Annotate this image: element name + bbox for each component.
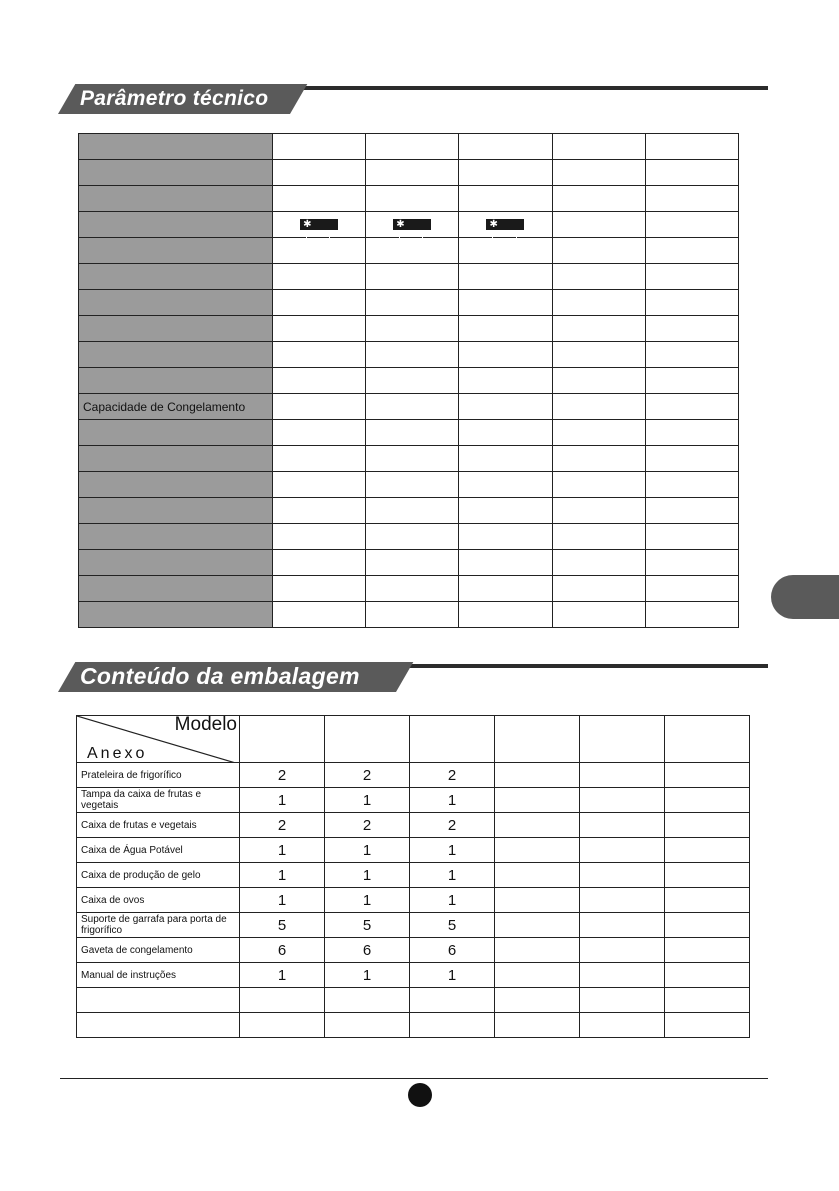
table-cell xyxy=(552,550,645,576)
table-cell xyxy=(366,264,459,290)
table-row xyxy=(77,788,750,813)
table-cell xyxy=(273,368,366,394)
table-row xyxy=(79,264,739,290)
table-cell xyxy=(645,160,738,186)
table-row xyxy=(79,368,739,394)
table-cell xyxy=(459,186,552,212)
quantity-cell xyxy=(580,838,665,863)
row-label xyxy=(79,420,273,446)
table-row xyxy=(77,913,750,938)
quantity-cell xyxy=(665,788,750,813)
table-row xyxy=(79,238,739,264)
quantity-cell xyxy=(240,988,325,1013)
table-cell xyxy=(366,576,459,602)
table-cell xyxy=(645,186,738,212)
quantity-cell xyxy=(580,1013,665,1038)
table-cell xyxy=(366,160,459,186)
table-cell xyxy=(366,550,459,576)
table-cell xyxy=(366,394,459,420)
table-row xyxy=(77,963,750,988)
table-cell xyxy=(459,212,552,238)
row-label xyxy=(79,368,273,394)
row-label xyxy=(79,238,273,264)
table-cell xyxy=(645,238,738,264)
table-cell xyxy=(366,316,459,342)
item-label: Suporte de garrafa para porta de frigorífico xyxy=(77,913,240,938)
table-cell xyxy=(366,524,459,550)
row-label xyxy=(79,602,273,628)
table-cell xyxy=(273,472,366,498)
table-row xyxy=(79,472,739,498)
table-cell xyxy=(645,550,738,576)
table-cell xyxy=(552,602,645,628)
table-row xyxy=(79,290,739,316)
footer-rule xyxy=(60,1078,768,1079)
table-cell xyxy=(645,472,738,498)
table-cell xyxy=(459,420,552,446)
quantity-cell: 5 xyxy=(325,913,410,938)
item-label: Gaveta de congelamento xyxy=(77,938,240,963)
quantity-cell: 1 xyxy=(410,863,495,888)
table-cell xyxy=(366,238,459,264)
table-cell xyxy=(273,134,366,160)
table-cell xyxy=(552,420,645,446)
quantity-cell xyxy=(495,813,580,838)
quantity-cell xyxy=(665,963,750,988)
table-cell xyxy=(366,134,459,160)
quantity-cell: 1 xyxy=(325,888,410,913)
quantity-cell: 5 xyxy=(410,913,495,938)
table-cell xyxy=(552,524,645,550)
table-cell xyxy=(273,342,366,368)
table-cell xyxy=(645,342,738,368)
table-row xyxy=(79,134,739,160)
star-rating-icon: ✱✱✱✱ xyxy=(486,219,524,230)
table-cell xyxy=(552,472,645,498)
table-cell xyxy=(459,602,552,628)
anexo-label: Anexo xyxy=(87,745,148,762)
quantity-cell xyxy=(665,938,750,963)
row-label xyxy=(79,550,273,576)
section-title: Parâmetro técnico xyxy=(80,87,269,110)
table-row xyxy=(79,420,739,446)
row-label xyxy=(79,160,273,186)
table-row xyxy=(79,550,739,576)
table-cell xyxy=(273,524,366,550)
table-cell xyxy=(552,212,645,238)
header-corner-cell xyxy=(77,716,240,763)
table-cell xyxy=(273,212,366,238)
table-row xyxy=(79,394,739,420)
quantity-cell: 1 xyxy=(325,838,410,863)
table-cell xyxy=(459,238,552,264)
table-cell xyxy=(273,602,366,628)
table-cell xyxy=(552,498,645,524)
quantity-cell: 2 xyxy=(410,763,495,788)
quantity-cell xyxy=(665,888,750,913)
item-label: Caixa de ovos xyxy=(77,888,240,913)
technical-parameters-table xyxy=(78,133,739,628)
table-cell xyxy=(552,160,645,186)
quantity-cell: 1 xyxy=(325,963,410,988)
quantity-cell xyxy=(410,988,495,1013)
quantity-cell xyxy=(495,938,580,963)
table-row xyxy=(77,838,750,863)
section-header-technical xyxy=(0,84,768,114)
quantity-cell xyxy=(495,763,580,788)
item-label: Caixa de frutas e vegetais xyxy=(77,813,240,838)
table-cell xyxy=(459,316,552,342)
table-cell xyxy=(366,186,459,212)
quantity-cell xyxy=(495,1013,580,1038)
table-cell xyxy=(366,290,459,316)
item-label: Manual de instruções xyxy=(77,963,240,988)
quantity-cell: 1 xyxy=(410,788,495,813)
table-cell xyxy=(645,290,738,316)
quantity-cell: 1 xyxy=(240,888,325,913)
table-row xyxy=(79,160,739,186)
row-label xyxy=(79,524,273,550)
quantity-cell: 6 xyxy=(240,938,325,963)
quantity-cell: 1 xyxy=(240,788,325,813)
table-cell xyxy=(273,498,366,524)
table-cell xyxy=(459,160,552,186)
modelo-label: Modelo xyxy=(174,715,237,735)
table-cell xyxy=(366,368,459,394)
quantity-cell xyxy=(665,838,750,863)
quantity-cell xyxy=(495,788,580,813)
table-cell xyxy=(273,186,366,212)
table-row xyxy=(77,888,750,913)
quantity-cell: 2 xyxy=(410,813,495,838)
item-label: Prateleira de frigorífico xyxy=(77,763,240,788)
table-cell xyxy=(459,264,552,290)
table-cell xyxy=(552,368,645,394)
quantity-cell: 6 xyxy=(410,938,495,963)
quantity-cell xyxy=(495,838,580,863)
quantity-cell xyxy=(665,913,750,938)
row-label xyxy=(79,576,273,602)
table-cell xyxy=(645,576,738,602)
quantity-cell: 1 xyxy=(410,963,495,988)
table-row xyxy=(79,576,739,602)
quantity-cell xyxy=(665,763,750,788)
quantity-cell: 1 xyxy=(325,863,410,888)
table-row xyxy=(77,1013,750,1038)
quantity-cell xyxy=(580,988,665,1013)
page-number-dot xyxy=(408,1083,432,1107)
table-cell xyxy=(645,368,738,394)
table-row xyxy=(79,212,739,238)
table-row xyxy=(79,446,739,472)
table-cell xyxy=(459,446,552,472)
table-row xyxy=(77,813,750,838)
item-label xyxy=(77,1013,240,1038)
quantity-cell xyxy=(580,888,665,913)
package-contents-table xyxy=(76,715,750,1038)
quantity-cell xyxy=(580,938,665,963)
quantity-cell: 5 xyxy=(240,913,325,938)
quantity-cell xyxy=(410,1013,495,1038)
model-column-header xyxy=(410,716,495,763)
quantity-cell xyxy=(325,1013,410,1038)
item-label: Caixa de Água Potável xyxy=(77,838,240,863)
quantity-cell xyxy=(665,813,750,838)
model-column-header xyxy=(325,716,410,763)
table-cell xyxy=(459,498,552,524)
row-label xyxy=(79,472,273,498)
quantity-cell xyxy=(495,888,580,913)
table-cell xyxy=(273,160,366,186)
row-label xyxy=(79,290,273,316)
table-cell xyxy=(645,524,738,550)
table-cell xyxy=(552,134,645,160)
section-header-package xyxy=(0,662,768,692)
quantity-cell: 1 xyxy=(240,863,325,888)
table-cell xyxy=(552,576,645,602)
quantity-cell: 6 xyxy=(325,938,410,963)
quantity-cell: 1 xyxy=(240,963,325,988)
quantity-cell xyxy=(665,863,750,888)
row-label xyxy=(79,212,273,238)
table-cell xyxy=(273,446,366,472)
table-row xyxy=(77,988,750,1013)
quantity-cell xyxy=(495,863,580,888)
table-row xyxy=(79,342,739,368)
quantity-cell: 1 xyxy=(410,838,495,863)
star-rating-icon: ✱✱✱✱ xyxy=(300,219,338,230)
table-cell xyxy=(552,264,645,290)
quantity-cell xyxy=(580,863,665,888)
quantity-cell xyxy=(580,763,665,788)
quantity-cell xyxy=(665,988,750,1013)
table-cell xyxy=(273,264,366,290)
table-cell xyxy=(366,498,459,524)
table-cell xyxy=(552,446,645,472)
table-cell xyxy=(552,342,645,368)
item-label: Caixa de produção de gelo xyxy=(77,863,240,888)
table-row xyxy=(79,498,739,524)
quantity-cell xyxy=(580,913,665,938)
side-tab xyxy=(771,575,839,619)
table-row xyxy=(79,186,739,212)
row-label xyxy=(79,342,273,368)
table-cell xyxy=(552,238,645,264)
row-label: Capacidade de Congelamento xyxy=(79,394,273,420)
table-cell xyxy=(645,602,738,628)
table-cell xyxy=(552,290,645,316)
table-cell xyxy=(645,264,738,290)
table-cell xyxy=(366,420,459,446)
row-label xyxy=(79,446,273,472)
table-cell xyxy=(273,290,366,316)
header-rule xyxy=(290,86,768,90)
quantity-cell xyxy=(495,988,580,1013)
quantity-cell: 2 xyxy=(240,813,325,838)
quantity-cell: 1 xyxy=(240,838,325,863)
row-label xyxy=(79,316,273,342)
table-cell xyxy=(645,498,738,524)
table-cell xyxy=(459,134,552,160)
table-cell xyxy=(645,316,738,342)
table-row xyxy=(79,316,739,342)
table-cell xyxy=(459,394,552,420)
quantity-cell: 1 xyxy=(325,788,410,813)
model-column-header xyxy=(240,716,325,763)
quantity-cell xyxy=(325,988,410,1013)
quantity-cell xyxy=(580,788,665,813)
table-cell xyxy=(645,446,738,472)
table-cell xyxy=(459,550,552,576)
table-cell xyxy=(459,524,552,550)
item-label: Tampa da caixa de frutas e vegetais xyxy=(77,788,240,813)
table-cell xyxy=(366,212,459,238)
table-cell xyxy=(645,394,738,420)
table-cell xyxy=(459,368,552,394)
quantity-cell: 2 xyxy=(325,813,410,838)
table-row xyxy=(77,863,750,888)
quantity-cell xyxy=(240,1013,325,1038)
table-row xyxy=(79,602,739,628)
table-cell xyxy=(273,316,366,342)
table-cell xyxy=(552,394,645,420)
quantity-cell: 1 xyxy=(410,888,495,913)
row-label xyxy=(79,186,273,212)
model-column-header xyxy=(495,716,580,763)
table-cell xyxy=(459,290,552,316)
quantity-cell xyxy=(665,1013,750,1038)
row-label xyxy=(79,134,273,160)
table-cell xyxy=(273,576,366,602)
section-title: Conteúdo da embalagem xyxy=(80,663,360,689)
table-cell xyxy=(366,602,459,628)
table-cell xyxy=(273,394,366,420)
table-cell xyxy=(645,134,738,160)
table-row xyxy=(77,938,750,963)
table-cell xyxy=(366,446,459,472)
item-label xyxy=(77,988,240,1013)
row-label xyxy=(79,498,273,524)
table-cell xyxy=(552,186,645,212)
table-cell xyxy=(645,212,738,238)
table-row xyxy=(77,763,750,788)
star-rating-icon: ✱✱✱✱ xyxy=(393,219,431,230)
table-cell xyxy=(366,472,459,498)
quantity-cell: 2 xyxy=(240,763,325,788)
quantity-cell: 2 xyxy=(325,763,410,788)
quantity-cell xyxy=(495,913,580,938)
quantity-cell xyxy=(580,963,665,988)
table-cell xyxy=(459,576,552,602)
quantity-cell xyxy=(495,963,580,988)
table-cell xyxy=(459,472,552,498)
table-cell xyxy=(459,342,552,368)
table-cell xyxy=(273,550,366,576)
table-row xyxy=(79,524,739,550)
table-cell xyxy=(366,342,459,368)
table-cell xyxy=(645,420,738,446)
model-column-header xyxy=(665,716,750,763)
table-cell xyxy=(552,316,645,342)
table-cell xyxy=(273,238,366,264)
row-label xyxy=(79,264,273,290)
model-column-header xyxy=(580,716,665,763)
quantity-cell xyxy=(580,813,665,838)
table-cell xyxy=(273,420,366,446)
table-header-row xyxy=(77,716,750,763)
